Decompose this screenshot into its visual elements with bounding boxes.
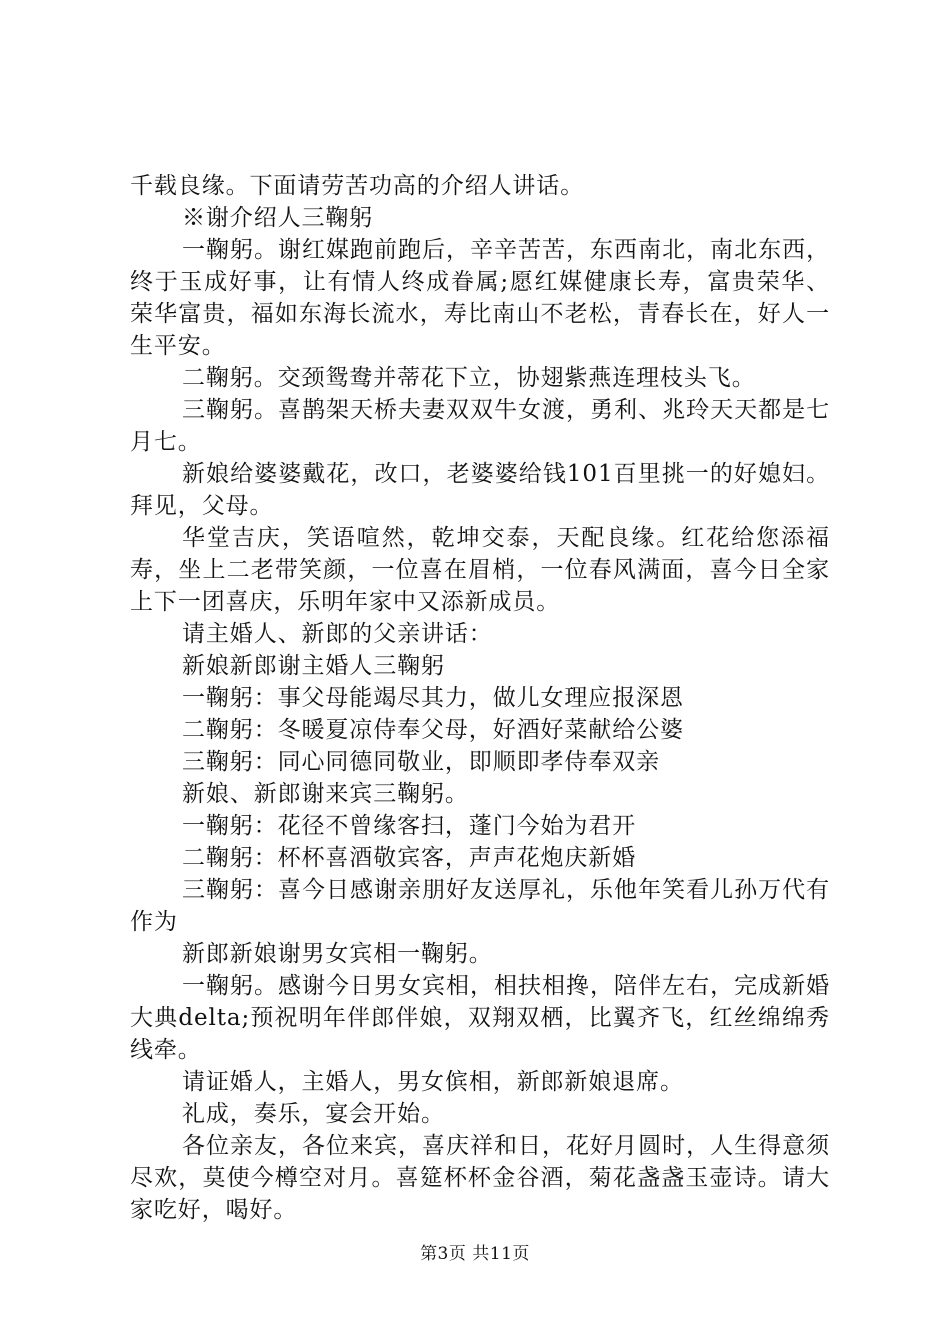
paragraph: 三鞠躬：喜今日感谢亲朋好友送厚礼，乐他年笑看儿孙万代有作为 bbox=[130, 877, 830, 935]
paragraph: 三鞠躬：同心同德同敬业，即顺即孝侍奉双亲 bbox=[182, 749, 660, 775]
paragraph: 二鞠躬：冬暖夏凉侍奉父母，好酒好菜献给公婆 bbox=[182, 717, 684, 743]
paragraph: 请主婚人、新郎的父亲讲话： bbox=[182, 621, 493, 647]
paragraph: 一鞠躬。感谢今日男女宾相，相扶相搀，陪伴左右，完成新婚大典delta;预祝明年伴郎伴娘，双翔双栖，比翼齐飞，红丝绵绵秀线牵。 bbox=[130, 973, 830, 1063]
section-heading: ※谢介绍人三鞠躬 bbox=[182, 205, 374, 231]
paragraph: 三鞠躬。喜鹊架天桥夫妻双双牛女渡，勇利、兆玲天天都是七月七。 bbox=[130, 397, 830, 455]
paragraph: 一鞠躬。谢红媒跑前跑后，辛辛苦苦，东西南北，南北东西，终于玉成好事，让有情人终成眷属;愿红媒健康长寿，富贵荣华、荣华富贵，福如东海长流水，寿比南山不老松，青春长在，好人一生平安。 bbox=[130, 237, 830, 359]
paragraph: 千载良缘。下面请劳苦功高的介绍人讲话。 bbox=[130, 173, 585, 199]
paragraph: 一鞠躬：花径不曾缘客扫，蓬门今始为君开 bbox=[182, 813, 637, 839]
paragraph: 新娘给婆婆戴花，改口，老婆婆给钱101百里挑一的好媳妇。拜见，父母。 bbox=[130, 461, 830, 519]
paragraph: 华堂吉庆，笑语喧然，乾坤交泰，天配良缘。红花给您添福寿，坐上二老带笑颜，一位喜在眉梢，一位春风满面，喜今日全家上下一团喜庆，乐明年家中又添新成员。 bbox=[130, 525, 830, 615]
paragraph: 新郎新娘谢男女宾相一鞠躬。 bbox=[182, 941, 493, 967]
paragraph: 各位亲友，各位来宾，喜庆祥和日，花好月圆时，人生得意须尽欢，莫使今樽空对月。喜筵杯杯金谷酒，菊花盏盏玉壶诗。请大家吃好，喝好。 bbox=[130, 1133, 830, 1223]
paragraph: 礼成，奏乐，宴会开始。 bbox=[182, 1101, 445, 1127]
paragraph: 新娘、新郎谢来宾三鞠躬。 bbox=[182, 781, 469, 807]
paragraph: 一鞠躬：事父母能竭尽其力，做儿女理应报深恩 bbox=[182, 685, 684, 711]
paragraph: 请证婚人，主婚人，男女傧相，新郎新娘退席。 bbox=[182, 1069, 684, 1095]
paragraph: 新娘新郎谢主婚人三鞠躬 bbox=[182, 653, 445, 679]
document-body bbox=[130, 170, 830, 1226]
paragraph: 二鞠躬。交颈鸳鸯并蒂花下立，协翅紫燕连理枝头飞。 bbox=[182, 365, 756, 391]
paragraph: 二鞠躬：杯杯喜酒敬宾客，声声花炮庆新婚 bbox=[182, 845, 637, 871]
page-number-footer: 第3页 共11页 bbox=[420, 1244, 530, 1264]
